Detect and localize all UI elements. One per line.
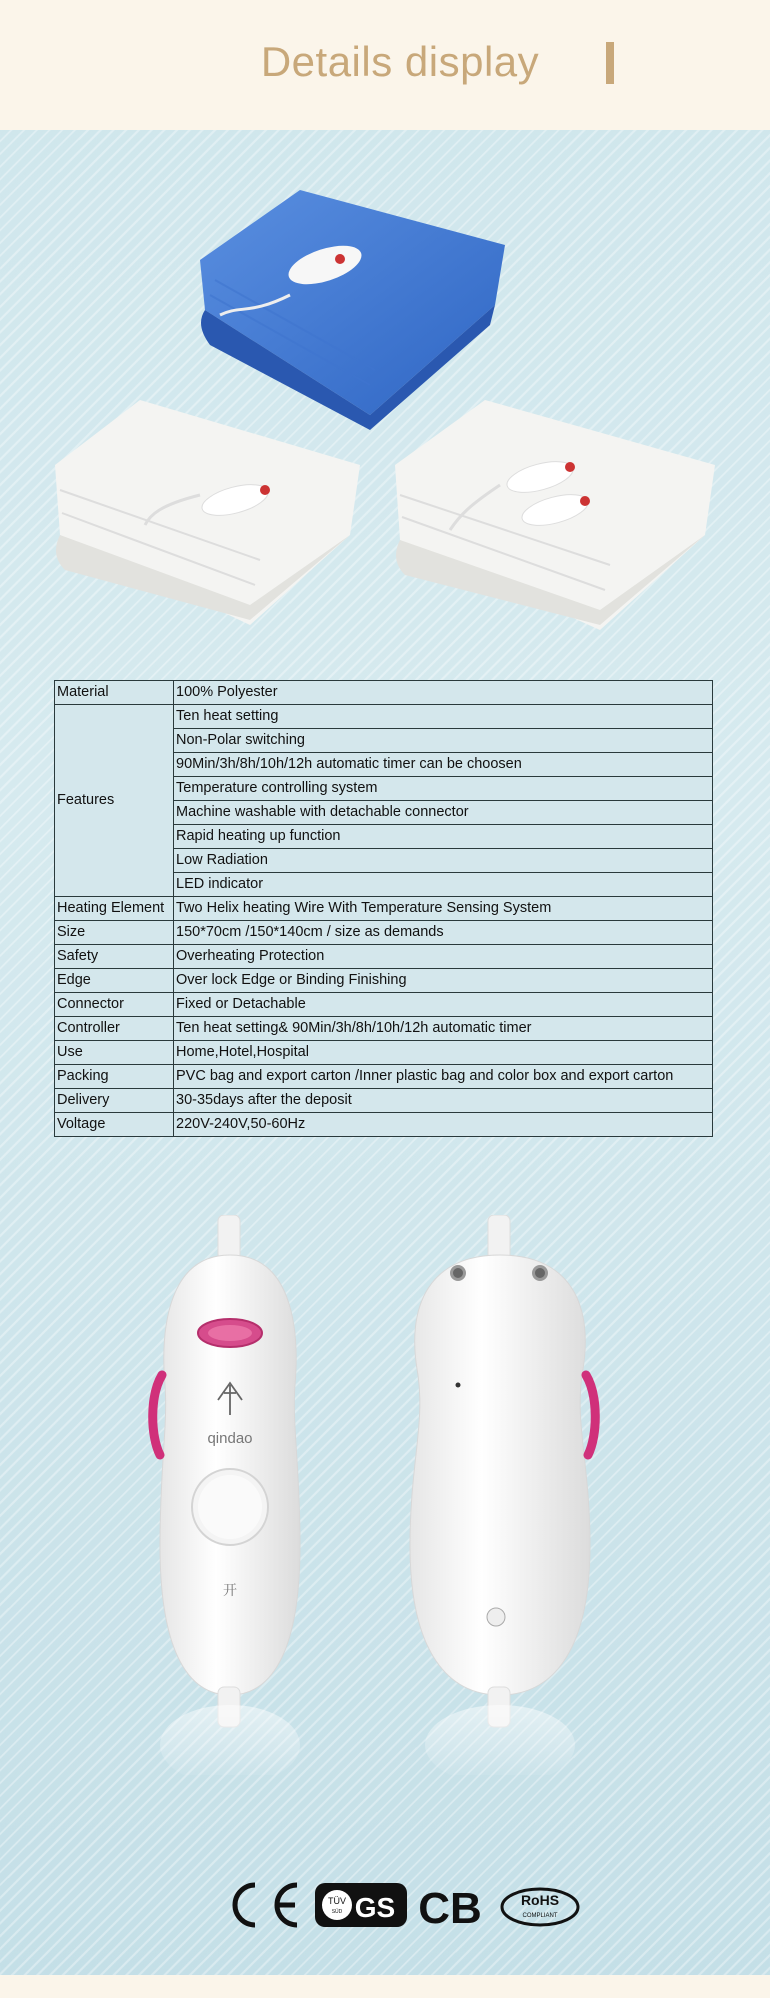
spec-key: Packing <box>55 1065 174 1089</box>
title-accent-bar <box>606 42 614 84</box>
rohs-mark-icon <box>502 1889 578 1925</box>
table-row <box>55 969 713 993</box>
spec-value: Temperature controlling system <box>174 777 713 801</box>
spec-key: Features <box>55 705 174 897</box>
spec-value: Ten heat setting& 90Min/3h/8h/10h/12h automatic timer <box>174 1017 713 1041</box>
spec-value: 220V-240V,50-60Hz <box>174 1113 713 1137</box>
svg-text:TÜV: TÜV <box>328 1896 346 1906</box>
header-banner <box>0 0 770 130</box>
spec-key: Safety <box>55 945 174 969</box>
controller-switch-label: 开 <box>223 1583 237 1599</box>
controller-brand-label: qindao <box>207 1430 253 1447</box>
spec-value: Over lock Edge or Binding Finishing <box>174 969 713 993</box>
table-row <box>55 921 713 945</box>
spec-value: Low Radiation <box>174 849 713 873</box>
spec-key: Voltage <box>55 1113 174 1137</box>
spec-value: Machine washable with detachable connector <box>174 801 713 825</box>
svg-text:COMPLIANT: COMPLIANT <box>522 1913 558 1919</box>
spec-value: Non-Polar switching <box>174 729 713 753</box>
tuv-gs-mark-icon <box>315 1883 407 1927</box>
spec-value: Rapid heating up function <box>174 825 713 849</box>
certification-logos <box>225 1875 585 1935</box>
table-row <box>55 705 713 729</box>
svg-text:RoHS: RoHS <box>520 1892 560 1908</box>
page-title: Details display <box>260 38 540 85</box>
spec-value: Fixed or Detachable <box>174 993 713 1017</box>
table-row <box>55 1041 713 1065</box>
footer-band <box>0 1975 770 1998</box>
controller-front-back-image <box>140 1215 630 1775</box>
table-row <box>55 1089 713 1113</box>
spec-key: Delivery <box>55 1089 174 1113</box>
spec-value: 100% Polyester <box>174 681 713 705</box>
table-row <box>55 993 713 1017</box>
spec-key: Size <box>55 921 174 945</box>
spec-key: Heating Element <box>55 897 174 921</box>
svg-text:GS: GS <box>354 1892 396 1923</box>
table-row <box>55 1113 713 1137</box>
white-blanket-dual-controller-image <box>390 395 720 630</box>
svg-text:SÜD: SÜD <box>331 1909 343 1915</box>
spec-value: 90Min/3h/8h/10h/12h automatic timer can be choosen <box>174 753 713 777</box>
spec-value: LED indicator <box>174 873 713 897</box>
ce-mark-icon <box>235 1885 297 1925</box>
table-row <box>55 1065 713 1089</box>
spec-key: Use <box>55 1041 174 1065</box>
spec-key: Controller <box>55 1017 174 1041</box>
spec-key: Edge <box>55 969 174 993</box>
spec-key: Material <box>55 681 174 705</box>
spec-value: Home,Hotel,Hospital <box>174 1041 713 1065</box>
table-row <box>55 681 713 705</box>
spec-value: Two Helix heating Wire With Temperature Sensing System <box>174 897 713 921</box>
spec-value: Ten heat setting <box>174 705 713 729</box>
specification-table <box>54 680 713 1137</box>
table-row <box>55 945 713 969</box>
spec-value: Overheating Protection <box>174 945 713 969</box>
spec-value: 150*70cm /150*140cm / size as demands <box>174 921 713 945</box>
spec-value: 30-35days after the deposit <box>174 1089 713 1113</box>
spec-value: PVC bag and export carton /Inner plastic bag and color box and export carton <box>174 1065 713 1089</box>
white-blanket-single-controller-image <box>50 395 365 625</box>
table-row <box>55 1017 713 1041</box>
spec-key: Connector <box>55 993 174 1017</box>
cb-mark-icon: CB <box>418 1884 482 1933</box>
table-row <box>55 897 713 921</box>
